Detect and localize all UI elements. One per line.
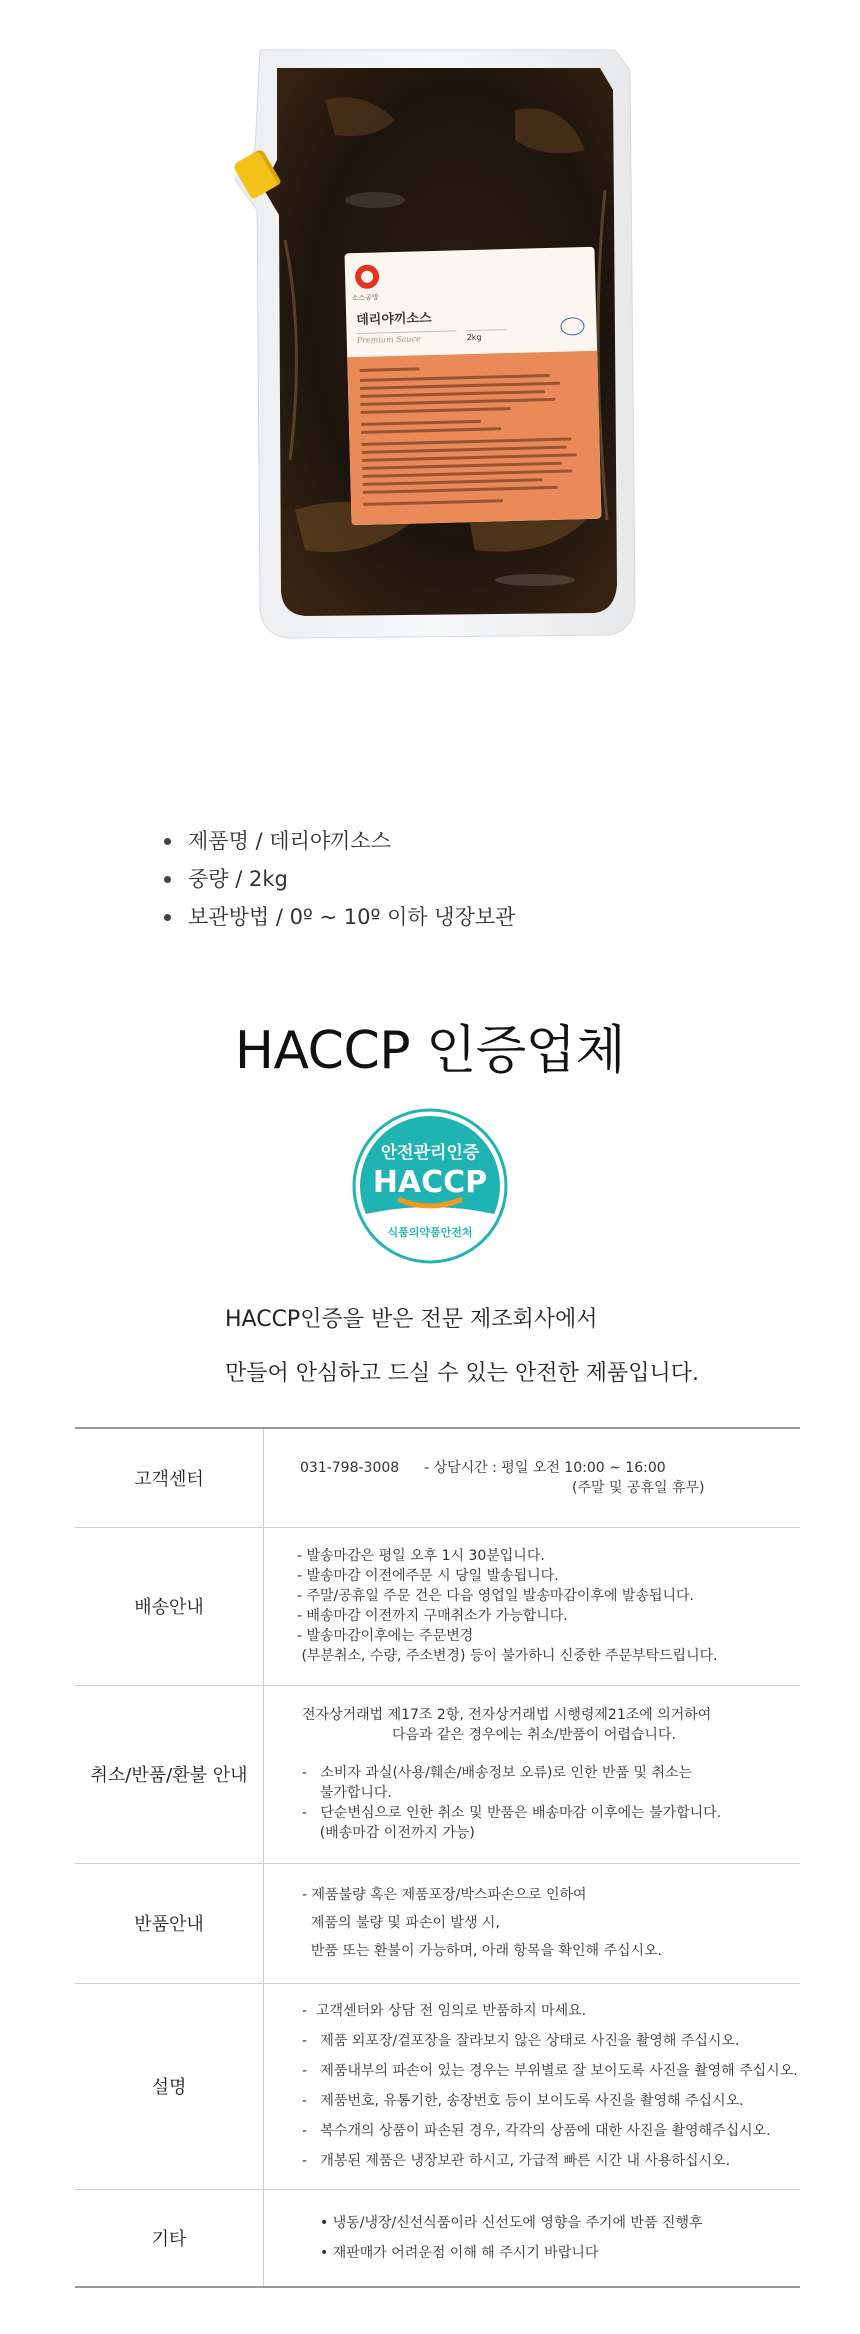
haccp-logo-main-text: HACCP (372, 1165, 488, 1200)
table-row-description (75, 1983, 800, 2189)
shipping-line: (부분취소, 수량, 주소변경) 등이 불가하니 신중한 주문부탁드립니다. (297, 1648, 718, 1664)
product-weight-item: 중량 / 2kg (160, 860, 515, 898)
customer-center-head: 고객센터 (75, 1428, 264, 1527)
label-product-name: 데리야끼소스 (356, 311, 432, 329)
cancel-line: (배송마감 이전까지 가능) (302, 1825, 475, 1841)
customer-center-hours-note: (주말 및 공휴일 휴무) (572, 1479, 705, 1496)
cancel-line: 불가합니다. (302, 1785, 392, 1801)
returns-line: - 제품불량 혹은 제품포장/박스파손으로 인하여 (302, 1887, 587, 1903)
etc-line: • 재판매가 어려운점 이해 해 주시기 바랍니다 (320, 2244, 599, 2261)
description-head: 설명 (75, 1983, 264, 2189)
etc-head: 기타 (75, 2189, 264, 2287)
table-row-returns (75, 1863, 800, 1983)
shipping-head: 배송안내 (75, 1527, 264, 1685)
product-label (344, 247, 601, 525)
label-weight: 2kg (467, 329, 507, 342)
description-line: - 복수개의 상품이 파손된 경우, 각각의 상품에 대한 사진을 촬영해주십시오. (302, 2123, 771, 2139)
description-line: - 제품번호, 유통기한, 송장번호 등이 보이도록 사진을 촬영해 주십시오. (302, 2093, 744, 2109)
shipping-line: - 발송마감이후에는 주문변경 (297, 1628, 474, 1644)
haccp-logo-top-text: 안전관리인증 (380, 1143, 480, 1163)
table-row-shipping (75, 1527, 800, 1685)
shipping-line: - 배송마감 이전까지 구매취소가 가능합니다. (297, 1608, 568, 1624)
product-info-list (160, 822, 515, 936)
label-brand: 소스공방 (351, 293, 379, 303)
certification-badge-icon (560, 317, 584, 336)
returns-line: 제품의 불량 및 파손이 발생 시, (302, 1915, 500, 1931)
etc-line: • 냉동/냉장/신선식품이라 신선도에 영향을 주기에 반품 진행후 (320, 2214, 703, 2231)
returns-line: 반품 또는 환불이 가능하며, 아래 항목을 확인해 주십시오. (302, 1943, 663, 1959)
haccp-heading: HACCP 인증업체 (234, 1021, 626, 1081)
shipping-line: - 주말/공휴일 주문 건은 다음 영업일 발송마감이후에 발송됩니다. (297, 1588, 694, 1604)
table-row-cancel (75, 1685, 800, 1863)
customer-center-phone: 031-798-3008 (300, 1459, 400, 1476)
cancel-line: - 단순변심으로 인한 취소 및 반품은 배송마감 이후에는 불가합니다. (302, 1805, 722, 1821)
product-storage-item: 보관방법 / 0º ~ 10º 이하 냉장보관 (160, 898, 515, 936)
table-row-etc (75, 2189, 800, 2287)
label-ingredients-panel (347, 351, 601, 525)
haccp-certification-icon (352, 1108, 508, 1264)
cancel-line: - 소비자 과실(사용/훼손/배송정보 오류)로 인한 반품 및 취소는 (302, 1765, 693, 1781)
description-line: - 개봉된 제품은 냉장보관 하시고, 가급적 빠른 시간 내 사용하십시오. (302, 2153, 731, 2169)
returns-head: 반품안내 (75, 1863, 264, 1983)
description-line: - 제품내부의 파손이 있는 경우는 부위별로 잘 보이도록 사진을 촬영해 주십시오. (302, 2063, 798, 2079)
haccp-logo-bottom-text: 식품의약품안전처 (387, 1226, 473, 1239)
product-image (0, 0, 860, 680)
description-line: - 제품 외포장/겉포장을 잘라보지 않은 상태로 사진을 촬영해 주십시오. (302, 2033, 740, 2049)
shipping-line: - 발송마감 이전에주문 시 당일 발송됩니다. (297, 1568, 559, 1584)
shipping-line: - 발송마감은 평일 오후 1시 30분입니다. (297, 1548, 545, 1564)
brand-logo-icon (355, 264, 380, 289)
table-row-customer-center (75, 1428, 800, 1527)
label-subtitle: Premium Sauce (357, 330, 457, 345)
haccp-description-line1: HACCP인증을 받은 전문 제조회사에서 (225, 1307, 598, 1332)
description-line: - 고객센터와 상담 전 임의로 반품하지 마세요. (302, 2003, 587, 2019)
cancel-head: 취소/반품/환불 안내 (75, 1685, 264, 1863)
store-policy-table (75, 1427, 800, 2288)
product-name-item: 제품명 / 데리야끼소스 (160, 822, 515, 860)
cancel-intro-line2: 다음과 같은 경우에는 취소/반품이 어렵습니다. (392, 1727, 676, 1743)
haccp-description-line2: 만들어 안심하고 드실 수 있는 안전한 제품입니다. (225, 1361, 699, 1386)
cancel-intro-line1: 전자상거래법 제17조 2항, 전자상거래법 시행령제21조에 의거하여 (302, 1707, 712, 1723)
customer-center-hours: - 상담시간 : 평일 오전 10:00 ~ 16:00 (424, 1459, 666, 1476)
